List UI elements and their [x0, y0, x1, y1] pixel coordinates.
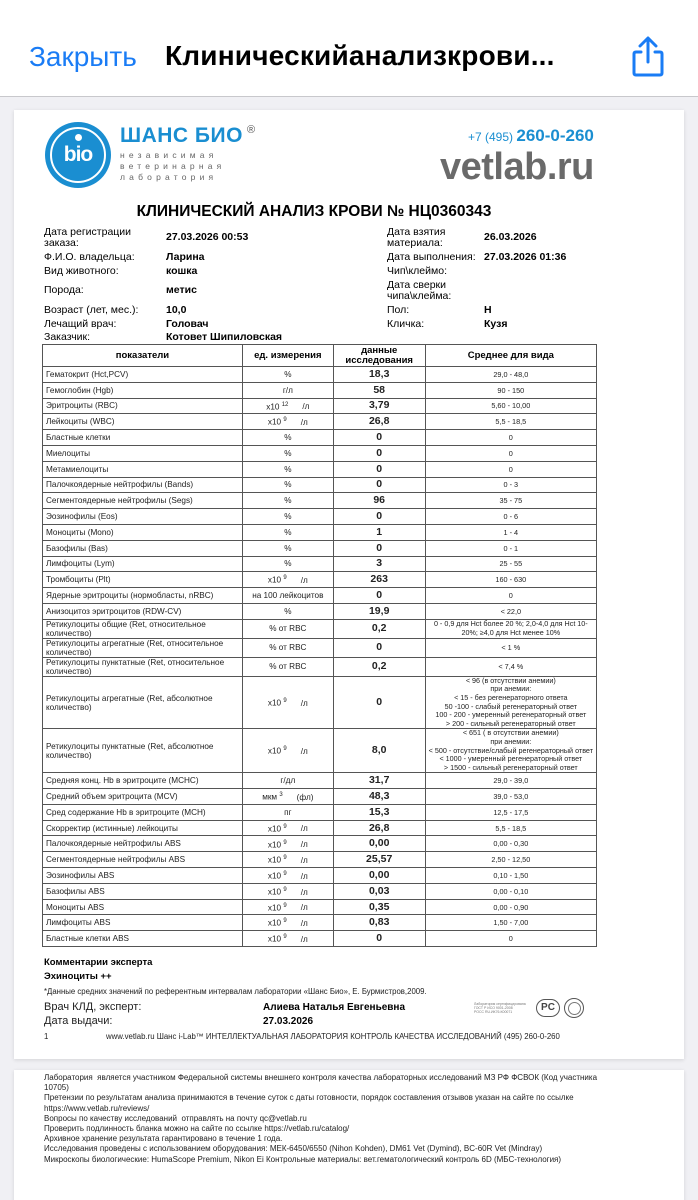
note-line: Архивное хранение результата гарантировано в течение 1 года. — [44, 1134, 283, 1144]
unit: x10 $^9$ /л — [242, 915, 333, 931]
table-row — [43, 414, 597, 430]
table-row — [43, 540, 597, 556]
parameter-name: Базофилы ABS — [43, 883, 243, 899]
brand-name: ШАНС БИО ® — [120, 124, 256, 147]
unit: x10 $^9$ /л — [242, 820, 333, 836]
results-table — [42, 344, 597, 947]
parameter-name: Моноциты ABS — [43, 899, 243, 915]
parameter-name: Моноциты (Mono) — [43, 524, 243, 540]
info-value: 27.03.2026 01:36 — [484, 251, 567, 263]
unit: г/л — [242, 382, 333, 398]
parameter-name: Лимфоциты ABS — [43, 915, 243, 931]
reference-range: 0 - 3 — [425, 477, 596, 493]
certification-badges — [474, 997, 594, 1019]
result-value: 0 — [333, 676, 425, 729]
reference-range: 0 — [425, 931, 596, 947]
unit: на 100 лейкоцитов — [242, 588, 333, 604]
reference-range: 35 - 75 — [425, 493, 596, 509]
certification-text: Лаборатория сертифицирована ГОСТ Р ИСО 9001-2008 РОСС RU.ИК76.К00071 — [474, 1002, 526, 1014]
footnote: *Данные средних значений по референтным интервалам лаборатории «Шанс Био», Е. Бурмистров,2009. — [44, 987, 427, 996]
table-row — [43, 461, 597, 477]
column-header: показатели — [43, 345, 243, 367]
reference-range: 1 - 4 — [425, 524, 596, 540]
parameter-name: Ядерные эритроциты (нормобласты, nRBC) — [43, 588, 243, 604]
unit: % — [242, 461, 333, 477]
unit: % — [242, 524, 333, 540]
result-value: 0 — [333, 638, 425, 657]
unit: % — [242, 477, 333, 493]
table-row — [43, 773, 597, 789]
parameter-name: Палочкоядерные нейтрофилы (Bands) — [43, 477, 243, 493]
reference-range: 0,00 - 0,30 — [425, 836, 596, 852]
reference-range: < 96 (в отсутствии анемии) при анемии: < 15 - без регенераторного ответа 50 -100 - слабый регенераторный ответ 100 - 200 - умеренный регенераторный ответ > 200 - сильный регенераторный ответ — [425, 676, 596, 729]
result-value: 25,57 — [333, 852, 425, 868]
parameter-name: Ретикулоциты общие (Ret, относительное количество) — [43, 619, 243, 638]
comments-heading: Комментарии эксперта — [44, 957, 153, 968]
info-value: 10,0 — [166, 304, 187, 316]
info-label: Ф.И.О. владельца: — [44, 251, 135, 263]
expert-name: Алиева Наталья Евгеньевна — [263, 1002, 406, 1013]
parameter-name: Эозинофилы (Eos) — [43, 509, 243, 525]
table-row — [43, 588, 597, 604]
info-label: Дата сверки чипа\клейма: — [387, 279, 452, 302]
table-row — [43, 852, 597, 868]
table-header-row — [43, 345, 597, 367]
result-value: 0,35 — [333, 899, 425, 915]
reference-range: 0,10 - 1,50 — [425, 868, 596, 884]
reference-range: 0,00 - 0,90 — [425, 899, 596, 915]
reference-range: 0 — [425, 461, 596, 477]
unit: x10 $^9$ /л — [242, 729, 333, 773]
unit: мкм $^3$ (фл) — [242, 789, 333, 805]
unit: % от RBC — [242, 638, 333, 657]
issue-date-label: Дата выдачи: — [44, 1015, 113, 1027]
table-row — [43, 657, 597, 676]
reference-range: 90 - 150 — [425, 382, 596, 398]
reference-range: 0 — [425, 445, 596, 461]
reference-range: 0 — [425, 588, 596, 604]
result-value: 0,00 — [333, 836, 425, 852]
unit: x10 $^9$ /л — [242, 899, 333, 915]
result-value: 48,3 — [333, 789, 425, 805]
table-row — [43, 398, 597, 414]
unit: % — [242, 445, 333, 461]
result-value: 0 — [333, 461, 425, 477]
result-value: 1 — [333, 524, 425, 540]
parameter-name: Бластные клетки — [43, 430, 243, 446]
reference-range: < 651 ( в отсутствии анемии) при анемии: < 500 - отсутствие/слабый регенераторный ответ < 1000 - умеренный регенераторный ответ > 1500 - сильный регенераторный ответ — [425, 729, 596, 773]
result-value: 0 — [333, 509, 425, 525]
parameter-name: Ретикулоциты агрегатные (Ret, абсолютное количество) — [43, 676, 243, 729]
unit: x10 $^9$ /л — [242, 868, 333, 884]
document-page-1[interactable] — [14, 110, 684, 1059]
document-title: Клиническийанализкрови... — [165, 40, 555, 71]
parameter-name: Гематокрит (Hct,PCV) — [43, 367, 243, 383]
reference-range: 5,5 - 18,5 — [425, 414, 596, 430]
parameter-name: Эозинофилы ABS — [43, 868, 243, 884]
info-label: Дата выполнения: — [387, 251, 476, 263]
parameter-name: Миелоциты — [43, 445, 243, 461]
reference-range: 25 - 55 — [425, 556, 596, 572]
table-row — [43, 524, 597, 540]
result-value: 0 — [333, 445, 425, 461]
lab-phone: +7 (495) 260-0-260 — [468, 126, 594, 145]
parameter-name: Тромбоциты (Plt) — [43, 572, 243, 588]
parameter-name: Анизоцитоз эритроцитов (RDW-CV) — [43, 603, 243, 619]
reference-range: 29,0 - 48,0 — [425, 367, 596, 383]
parameter-name: Сред содержание Hb в эритроците (MCH) — [43, 804, 243, 820]
parameter-name: Сегментоядерные нейтрофилы ABS — [43, 852, 243, 868]
parameter-name: Палочкоядерные нейтрофилы ABS — [43, 836, 243, 852]
unit: x10 $^9$ /л — [242, 572, 333, 588]
result-value: 18,3 — [333, 367, 425, 383]
share-icon — [628, 36, 668, 78]
table-row — [43, 445, 597, 461]
result-value: 58 — [333, 382, 425, 398]
info-label: Пол: — [387, 304, 410, 316]
parameter-name: Гемоглобин (Hgb) — [43, 382, 243, 398]
lab-site: vetlab.ru — [440, 146, 594, 188]
result-value: 0,2 — [333, 657, 425, 676]
result-value: 26,8 — [333, 820, 425, 836]
unit: % — [242, 509, 333, 525]
note-line: Проверить подлинность бланка можно на сайте по ссылке https://vetlab.ru/catalog/ — [44, 1124, 350, 1134]
unit: % от RBC — [242, 619, 333, 638]
unit: % — [242, 540, 333, 556]
parameter-name: Скорректир (истинные) лейкоциты — [43, 820, 243, 836]
reference-range: 12,5 - 17,5 — [425, 804, 596, 820]
analysis-title: КЛИНИЧЕСКИЙ АНАЛИЗ КРОВИ № НЦ0360343 — [136, 203, 492, 220]
result-value: 0 — [333, 588, 425, 604]
brand-subtitle: независимая ветеринарная лаборатория — [120, 150, 226, 182]
parameter-name: Лейкоциты (WBC) — [43, 414, 243, 430]
info-value: кошка — [166, 265, 198, 277]
unit: x10 $^9$ /л — [242, 414, 333, 430]
reference-range: 2,50 - 12,50 — [425, 852, 596, 868]
table-row — [43, 915, 597, 931]
result-value: 31,7 — [333, 773, 425, 789]
table-row — [43, 931, 597, 947]
info-label: Порода: — [44, 284, 84, 296]
reference-range: 0 - 0,9 для Hct более 20 %; 2,0-4,0 для Hct 10-20%; ≥4,0 для Hct менее 10% — [425, 619, 596, 638]
parameter-name: Лимфоциты (Lym) — [43, 556, 243, 572]
result-value: 0,83 — [333, 915, 425, 931]
table-row — [43, 572, 597, 588]
parameter-name: Средняя конц. Hb в эритроците (MCHC) — [43, 773, 243, 789]
reference-range: 29,0 - 39,0 — [425, 773, 596, 789]
unit: x10 $^{12}$ /л — [242, 398, 333, 414]
info-label: Заказчик: — [44, 331, 91, 343]
unit: % — [242, 430, 333, 446]
share-button[interactable] — [628, 36, 668, 78]
reference-range: 39,0 - 53,0 — [425, 789, 596, 805]
result-value: 15,3 — [333, 804, 425, 820]
unit: г/дл — [242, 773, 333, 789]
info-value: 27.03.2026 00:53 — [166, 231, 249, 243]
note-line: Исследования проведены с использованием оборудования: МЕК-6450/6550 (Nihon Kohden), DM61 Vet (Dymind), BC-60R Vet (Mindray) — [44, 1144, 543, 1154]
unit: x10 $^9$ /л — [242, 883, 333, 899]
parameter-name: Сегментоядерные нейтрофилы (Segs) — [43, 493, 243, 509]
reference-range: < 1 % — [425, 638, 596, 657]
note-line: Микроскопы биологические: HumaScope Premium, Nikon Ei Контрольные материалы: вет.гематологический контроль 6D (МБС-технология) — [44, 1154, 562, 1164]
result-value: 8,0 — [333, 729, 425, 773]
result-value: 0 — [333, 540, 425, 556]
result-value: 96 — [333, 493, 425, 509]
table-row — [43, 789, 597, 805]
reference-range: 160 - 630 — [425, 572, 596, 588]
info-value: Н — [484, 304, 492, 316]
comments-text: Эхиноциты ++ — [44, 971, 112, 982]
parameter-name: Ретикулоциты пунктатные (Ret, относительное количество) — [43, 657, 243, 676]
unit: % — [242, 603, 333, 619]
info-label: Вид животного: — [44, 265, 119, 277]
result-value: 0,03 — [333, 883, 425, 899]
result-value: 0,2 — [333, 619, 425, 638]
info-value: Ларина — [166, 251, 205, 263]
table-row — [43, 603, 597, 619]
unit: % — [242, 367, 333, 383]
unit: % от RBC — [242, 657, 333, 676]
result-value: 0 — [333, 477, 425, 493]
unit: x10 $^9$ /л — [242, 931, 333, 947]
reference-range: < 7,4 % — [425, 657, 596, 676]
rst-mark-icon: PC — [536, 999, 560, 1017]
close-button[interactable]: Закрыть — [29, 41, 137, 72]
reference-range: 0 — [425, 430, 596, 446]
table-row — [43, 382, 597, 398]
table-row — [43, 804, 597, 820]
parameter-name: Метамиелоциты — [43, 461, 243, 477]
document-page-2[interactable] — [14, 1070, 684, 1200]
parameter-name: Бластные клетки ABS — [43, 931, 243, 947]
info-value: Кузя — [484, 318, 508, 330]
column-header: данные исследования — [333, 345, 425, 367]
table-row — [43, 556, 597, 572]
table-row — [43, 509, 597, 525]
unit: % — [242, 493, 333, 509]
reference-range: 0,00 - 0,10 — [425, 883, 596, 899]
note-line: Претензии по результатам анализа принимаются в течение суток с даты готовности, порядок составления отзывов указан на сайте по ссылке https://www.vetlab.ru/reviews/ — [44, 1093, 576, 1113]
info-value: Котовет Шипиловская — [166, 331, 283, 343]
expert-label: Врач КЛД, эксперт: — [44, 1001, 142, 1013]
reference-range: 1,50 - 7,00 — [425, 915, 596, 931]
unit: x10 $^9$ /л — [242, 852, 333, 868]
column-header: Среднее для вида — [425, 345, 596, 367]
table-row — [43, 836, 597, 852]
unit: % — [242, 556, 333, 572]
result-value: 26,8 — [333, 414, 425, 430]
reference-range: 5,60 - 10,00 — [425, 398, 596, 414]
table-row — [43, 868, 597, 884]
table-row — [43, 676, 597, 729]
info-value: 26.03.2026 — [484, 231, 537, 243]
note-line: Вопросы по качеству исследований отправлять на почту qc@vetlab.ru — [44, 1113, 307, 1123]
table-row — [43, 430, 597, 446]
info-value: метис — [166, 284, 197, 296]
page-number: 1 — [44, 1032, 49, 1041]
table-row — [43, 477, 597, 493]
result-value: 0 — [333, 430, 425, 446]
result-value: 3 — [333, 556, 425, 572]
bio-logo-icon: bio — [45, 122, 111, 188]
unit: x10 $^9$ /л — [242, 836, 333, 852]
info-label: Дата регистрации заказа: — [44, 226, 132, 249]
parameter-name: Эритроциты (RBC) — [43, 398, 243, 414]
page-footer — [44, 1032, 560, 1041]
parameter-name: Ретикулоциты агрегатные (Ret, относительное количество) — [43, 638, 243, 657]
info-label: Чип\клеймо: — [387, 265, 447, 277]
info-label: Лечащий врач: — [44, 318, 117, 330]
table-row — [43, 899, 597, 915]
unit: пг — [242, 804, 333, 820]
viewer-navbar — [0, 0, 698, 97]
issue-date: 27.03.2026 — [263, 1016, 314, 1027]
table-row — [43, 493, 597, 509]
footer-text: www.vetlab.ru Шанс i-Lab™ ИНТЕЛЛЕКТУАЛЬНАЯ ЛАБОРАТОРИЯ КОНТРОЛЬ КАЧЕСТВА ИССЛЕДОВАНИЙ (495) 260-0-260 — [106, 1032, 560, 1041]
info-value: Головач — [166, 318, 209, 330]
parameter-name: Ретикулоциты пунктатные (Ret, абсолютное количество) — [43, 729, 243, 773]
unit: x10 $^9$ /л — [242, 676, 333, 729]
table-row — [43, 638, 597, 657]
info-label: Возраст (лет, мес.): — [44, 304, 139, 316]
table-row — [43, 883, 597, 899]
reference-range: 5,5 - 18,5 — [425, 820, 596, 836]
result-value: 0,00 — [333, 868, 425, 884]
table-row — [43, 619, 597, 638]
reference-range: 0 - 6 — [425, 509, 596, 525]
result-value: 0 — [333, 931, 425, 947]
parameter-name: Базофилы (Bas) — [43, 540, 243, 556]
reference-range: 0 - 1 — [425, 540, 596, 556]
seal-icon — [564, 998, 584, 1018]
table-row — [43, 729, 597, 773]
table-row — [43, 367, 597, 383]
result-value: 19,9 — [333, 603, 425, 619]
table-row — [43, 820, 597, 836]
info-label: Кличка: — [387, 318, 425, 330]
reference-range: < 22,0 — [425, 603, 596, 619]
parameter-name: Средний объем эритроцита (MCV) — [43, 789, 243, 805]
lab-notes — [44, 1073, 604, 1165]
result-value: 263 — [333, 572, 425, 588]
column-header: ед. измерения — [242, 345, 333, 367]
result-value: 3,79 — [333, 398, 425, 414]
note-line: Лаборатория является участником Федеральной системы внешнего контроля качества лабораторных исследований МЗ РФ ФСВОК (Код участника 10705) — [44, 1073, 600, 1093]
info-label: Дата взятия материала: — [387, 226, 446, 249]
